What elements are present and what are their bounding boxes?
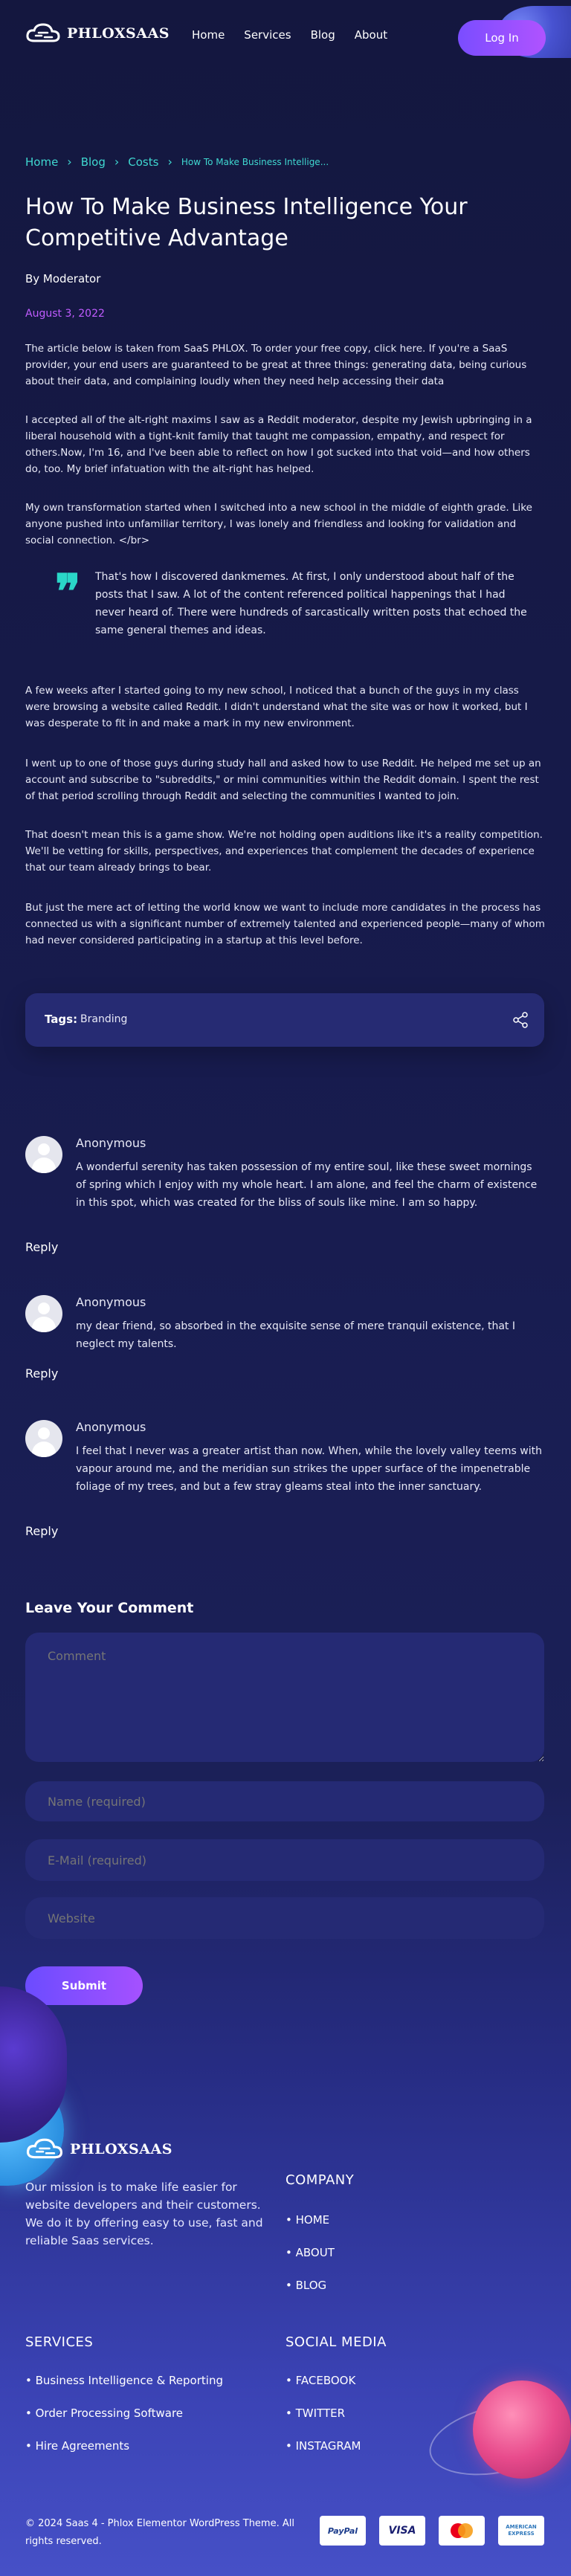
post-paragraph: I accepted all of the alt-right maxims I saw as a Reddit moderator, despite my Jewish upbringing in a liberal household with a tight-knit family that taught me compassion, empathy, and respect for others.Now, I'm 16, and I've been able to reflect on how I got sucked into that void—and how others do, too. My brief infatuation with the alt-right has helped. — [25, 414, 532, 475]
post-paragraph: The article below is taken from SaaS PHLOX. To order your free copy, click here. If you're a SaaS provider, your end users are guaranteed to be great at three things: generating data, being curious about their data, and complaining loudly when they need help accessing their data — [25, 343, 527, 387]
tags-label: Tags: — [45, 1013, 78, 1026]
decorative-planet — [473, 2380, 571, 2479]
amex-icon: AMERICAN EXPRESS — [498, 2516, 544, 2546]
comment-form-heading: Leave Your Comment — [25, 1600, 194, 1616]
cloud-logo-icon — [25, 2137, 64, 2161]
brand-name: PHLOXSAAS — [67, 25, 170, 42]
footer-social-links — [286, 2373, 361, 2471]
footer-services-links — [25, 2373, 223, 2471]
comment-author: Anonymous — [76, 1420, 146, 1434]
chevron-right-icon: › — [67, 155, 72, 169]
post-paragraph: I went up to one of those guys during study hall and asked how to use Reddit. He helped me set up an account and subscribe to "subreddits," or mini communities within the Reddit domain. I spent the rest of that period scrolling through Reddit and selecting the communities I wanted to join. — [25, 758, 541, 802]
post-title: How To Make Business Intelligence Your Competitive Advantage — [25, 194, 468, 251]
footer-link-instagram[interactable]: • INSTAGRAM — [286, 2438, 361, 2471]
footer-link-blog[interactable]: • BLOG — [286, 2278, 335, 2311]
footer-logo[interactable] — [25, 2137, 172, 2161]
chevron-right-icon: › — [114, 155, 120, 169]
avatar — [25, 1295, 62, 1332]
share-icon[interactable] — [512, 1011, 529, 1029]
name-field[interactable] — [25, 1781, 544, 1821]
tags-bar — [25, 993, 544, 1047]
footer-link-twitter[interactable]: • TWITTER — [286, 2406, 361, 2438]
footer-link-facebook[interactable]: • FACEBOOK — [286, 2373, 361, 2406]
footer-company-links — [286, 2212, 335, 2311]
copyright: © 2024 Saas 4 - Phlox Elementor WordPress Theme. All rights reserved. — [25, 2518, 294, 2547]
paypal-icon: PayPal — [320, 2516, 366, 2546]
breadcrumb-blog[interactable]: Blog — [80, 155, 106, 169]
post-paragraph: That doesn't mean this is a game show. We're not holding open auditions like it's a reality competition. We'll be vetting for skills, perspectives, and experiences that complement the decades of experience that our team already brings to bear. — [25, 829, 543, 874]
site-header — [0, 0, 571, 74]
visa-icon: VISA — [379, 2516, 425, 2546]
nav-item-about[interactable]: About — [354, 28, 388, 42]
brand-logo[interactable] — [25, 22, 170, 45]
login-button[interactable]: Log In — [458, 20, 546, 56]
breadcrumb-home[interactable]: Home — [25, 155, 59, 169]
footer-link-service[interactable]: • Hire Agreements — [25, 2438, 223, 2471]
tag-link[interactable]: Branding — [80, 1013, 128, 1025]
footer-link-about[interactable]: • ABOUT — [286, 2245, 335, 2278]
reply-link[interactable]: Reply — [25, 1524, 59, 1538]
website-field[interactable] — [25, 1897, 544, 1939]
comment-author: Anonymous — [76, 1295, 146, 1309]
nav-item-services[interactable]: Services — [244, 28, 291, 42]
comment-textarea[interactable] — [25, 1633, 544, 1762]
nav-item-blog[interactable]: Blog — [310, 28, 335, 42]
post-paragraph: My own transformation started when I switched into a new school in the middle of eighth grade. Like anyone pushed into unfamiliar territory, I was lonely and friendless and looking for validation and social connection. </br> — [25, 502, 532, 546]
comment-author: Anonymous — [76, 1136, 146, 1150]
breadcrumb-current: How To Make Business Intellige... — [181, 156, 329, 167]
breadcrumb-costs[interactable]: Costs — [128, 155, 159, 169]
avatar — [25, 1136, 62, 1173]
quote-icon: ❞ — [55, 564, 81, 620]
main-nav — [192, 28, 387, 42]
comment-text: I feel that I never was a greater artist than now. When, while the lovely valley teems with vapour around me, and the meridian sun strikes the upper surface of the impenetrable foliage of my trees, and but a few stray gleams steal into the inner sanctuary. — [76, 1445, 542, 1493]
breadcrumb — [25, 155, 329, 169]
reply-link[interactable]: Reply — [25, 1240, 59, 1254]
avatar — [25, 1420, 62, 1457]
footer-link-service[interactable]: • Order Processing Software — [25, 2406, 223, 2438]
email-field[interactable] — [25, 1839, 544, 1881]
comment-text: my dear friend, so absorbed in the exquisite sense of mere tranquil existence, that I neglect my talents. — [76, 1320, 515, 1350]
footer-services-heading: SERVICES — [25, 2334, 94, 2350]
footer-company-heading: COMPANY — [286, 2172, 355, 2188]
post-paragraph: But just the mere act of letting the world know we want to include more candidates in the process has connected us with a significant number of extremely talented and experienced people—many of whom had never considered participating in a startup at this level before. — [25, 902, 545, 946]
nav-item-home[interactable]: Home — [192, 28, 225, 42]
reply-link[interactable]: Reply — [25, 1366, 59, 1381]
cloud-logo-icon — [25, 22, 61, 45]
footer-brand-name: PHLOXSAAS — [70, 2141, 172, 2157]
comment-text: A wonderful serenity has taken possession of my entire soul, like these sweet mornings of spring which I enjoy with my whole heart. I am alone, and feel the charm of existence in this spot, which was created for the bliss of souls like mine. I am so happy. — [76, 1161, 538, 1209]
post-author[interactable]: By Moderator — [25, 272, 101, 285]
quote-text: That's how I discovered dankmemes. At first, I only understood about half of the posts that I saw. A lot of the content referenced political happenings that I had never heard of. There were hundreds of sarcastically written posts that echoed the same general themes and ideas. — [95, 571, 527, 636]
post-date: August 3, 2022 — [25, 308, 105, 320]
submit-button[interactable]: Submit — [25, 1966, 143, 2005]
footer-link-service[interactable]: • Business Intelligence & Reporting — [25, 2373, 223, 2406]
footer-link-home[interactable]: • HOME — [286, 2212, 335, 2245]
footer-social-heading: SOCIAL MEDIA — [286, 2334, 387, 2350]
chevron-right-icon: › — [167, 155, 172, 169]
payment-cards — [320, 2516, 544, 2546]
mastercard-icon — [439, 2516, 485, 2546]
footer-mission: Our mission is to make life easier for website developers and their customers. We do it by offering easy to use, fast and reliable Saas services. — [25, 2180, 263, 2247]
post-paragraph: A few weeks after I started going to my new school, I noticed that a bunch of the guys in my class were browsing a website called Reddit. I didn't understand what the site was or how it worked, but I was desperate to fit in and make a mark in my new environment. — [25, 685, 528, 729]
